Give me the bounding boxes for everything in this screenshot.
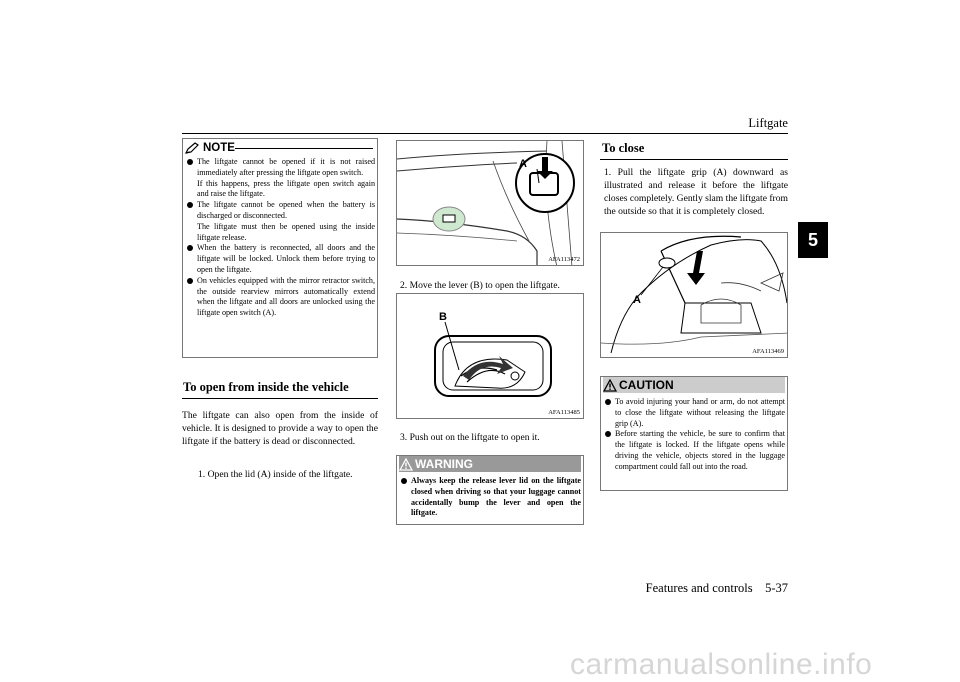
to-close-step-1: 1. Pull the liftgate grip (A) downward as illustrated and release it before the liftgate closes completely. Gently slam the liftgate from the outside so that it is completely closed. xyxy=(604,167,789,217)
figure-code: AFA113485 xyxy=(548,409,580,416)
note-item xyxy=(185,157,375,200)
caution-label: CAUTION xyxy=(619,378,674,392)
note-item xyxy=(185,243,375,275)
step-3: 3. Push out on the liftgate to open it. xyxy=(400,432,540,443)
figure-code: AFA113472 xyxy=(548,256,580,263)
caution-box xyxy=(600,376,788,491)
figure-liftgate-grip xyxy=(600,232,788,358)
liftgate-grip-illustration xyxy=(601,233,788,358)
fig2-label-b: B xyxy=(439,311,447,323)
section-heading-open-inside: To open from inside the vehicle xyxy=(183,380,349,394)
release-lever-illustration xyxy=(397,294,584,419)
warning-item: Always keep the release lever lid on the liftgate closed when driving so that your luggage cannot accidentally bump the lever and open the liftgate. xyxy=(399,476,581,519)
note-item-text: When the battery is reconnected, all doors and the liftgate will be locked. Unlock them before trying to open the liftgate. xyxy=(197,243,375,274)
open-inside-paragraph: The liftgate can also open from the inside of vehicle. It is designed to provide a way to open the liftgate if the battery is dead or disconnected. xyxy=(182,410,378,447)
caution-item: To avoid injuring your hand or arm, do not attempt to close the liftgate without releasing the liftgate grip (A). xyxy=(603,397,785,429)
open-inside-step-1: 1. Open the lid (A) inside of the liftgate. xyxy=(198,469,353,480)
note-item-text: The liftgate cannot be opened when the battery is discharged or disconnected. xyxy=(197,200,375,220)
note-item xyxy=(185,276,375,319)
section-rule xyxy=(182,398,378,399)
caution-item: Before starting the vehicle, be sure to confirm that the liftgate is locked. If the liftgate opens while driving the vehicle, objects stored in the luggage compartment could fall out into the road. xyxy=(603,429,785,472)
warning-box xyxy=(396,455,584,525)
page-header-title: Liftgate xyxy=(748,116,788,130)
warning-label: WARNING xyxy=(415,457,473,471)
warning-icon xyxy=(399,458,413,471)
figure-liftgate-lid xyxy=(396,140,584,266)
warning-list xyxy=(399,476,581,519)
caution-list xyxy=(603,397,785,473)
note-item-text: The liftgate cannot be opened if it is not raised immediately after pressing the liftgate open switch. xyxy=(197,157,375,177)
section-heading-to-close: To close xyxy=(602,141,645,155)
chapter-tab: 5 xyxy=(798,222,828,258)
note-item xyxy=(185,200,375,243)
footer-section: Features and controls xyxy=(645,581,753,595)
step-2: 2. Move the lever (B) to open the liftgate. xyxy=(400,280,560,291)
warning-header xyxy=(399,456,581,472)
figure-release-lever xyxy=(396,293,584,419)
section-rule xyxy=(600,159,788,160)
fig1-label-a: A xyxy=(519,158,527,170)
note-header xyxy=(185,141,235,155)
watermark-text: carmanualsonline.info xyxy=(570,648,873,681)
note-list xyxy=(185,157,375,319)
note-item-sub: If this happens, press the liftgate open switch again and raise the liftgate. xyxy=(197,178,375,199)
caution-header xyxy=(603,377,785,393)
header-rule xyxy=(182,133,788,134)
pencil-icon xyxy=(185,142,199,154)
caution-icon xyxy=(603,379,617,392)
fig3-label-a: A xyxy=(633,294,641,306)
note-item-text: On vehicles equipped with the mirror retractor switch, the outside rearview mirrors automatically extend when the liftgate and all doors are unlocked using the liftgate open switch (A). xyxy=(197,275,375,318)
note-label: NOTE xyxy=(203,142,235,154)
footer-page-number: 5-37 xyxy=(765,581,788,595)
page-footer xyxy=(600,581,788,596)
note-box xyxy=(182,138,378,358)
note-item-sub: The liftgate must then be opened using the inside liftgate release. xyxy=(197,221,375,242)
liftgate-lid-illustration xyxy=(397,141,584,266)
figure-code: AFA113469 xyxy=(752,348,784,355)
